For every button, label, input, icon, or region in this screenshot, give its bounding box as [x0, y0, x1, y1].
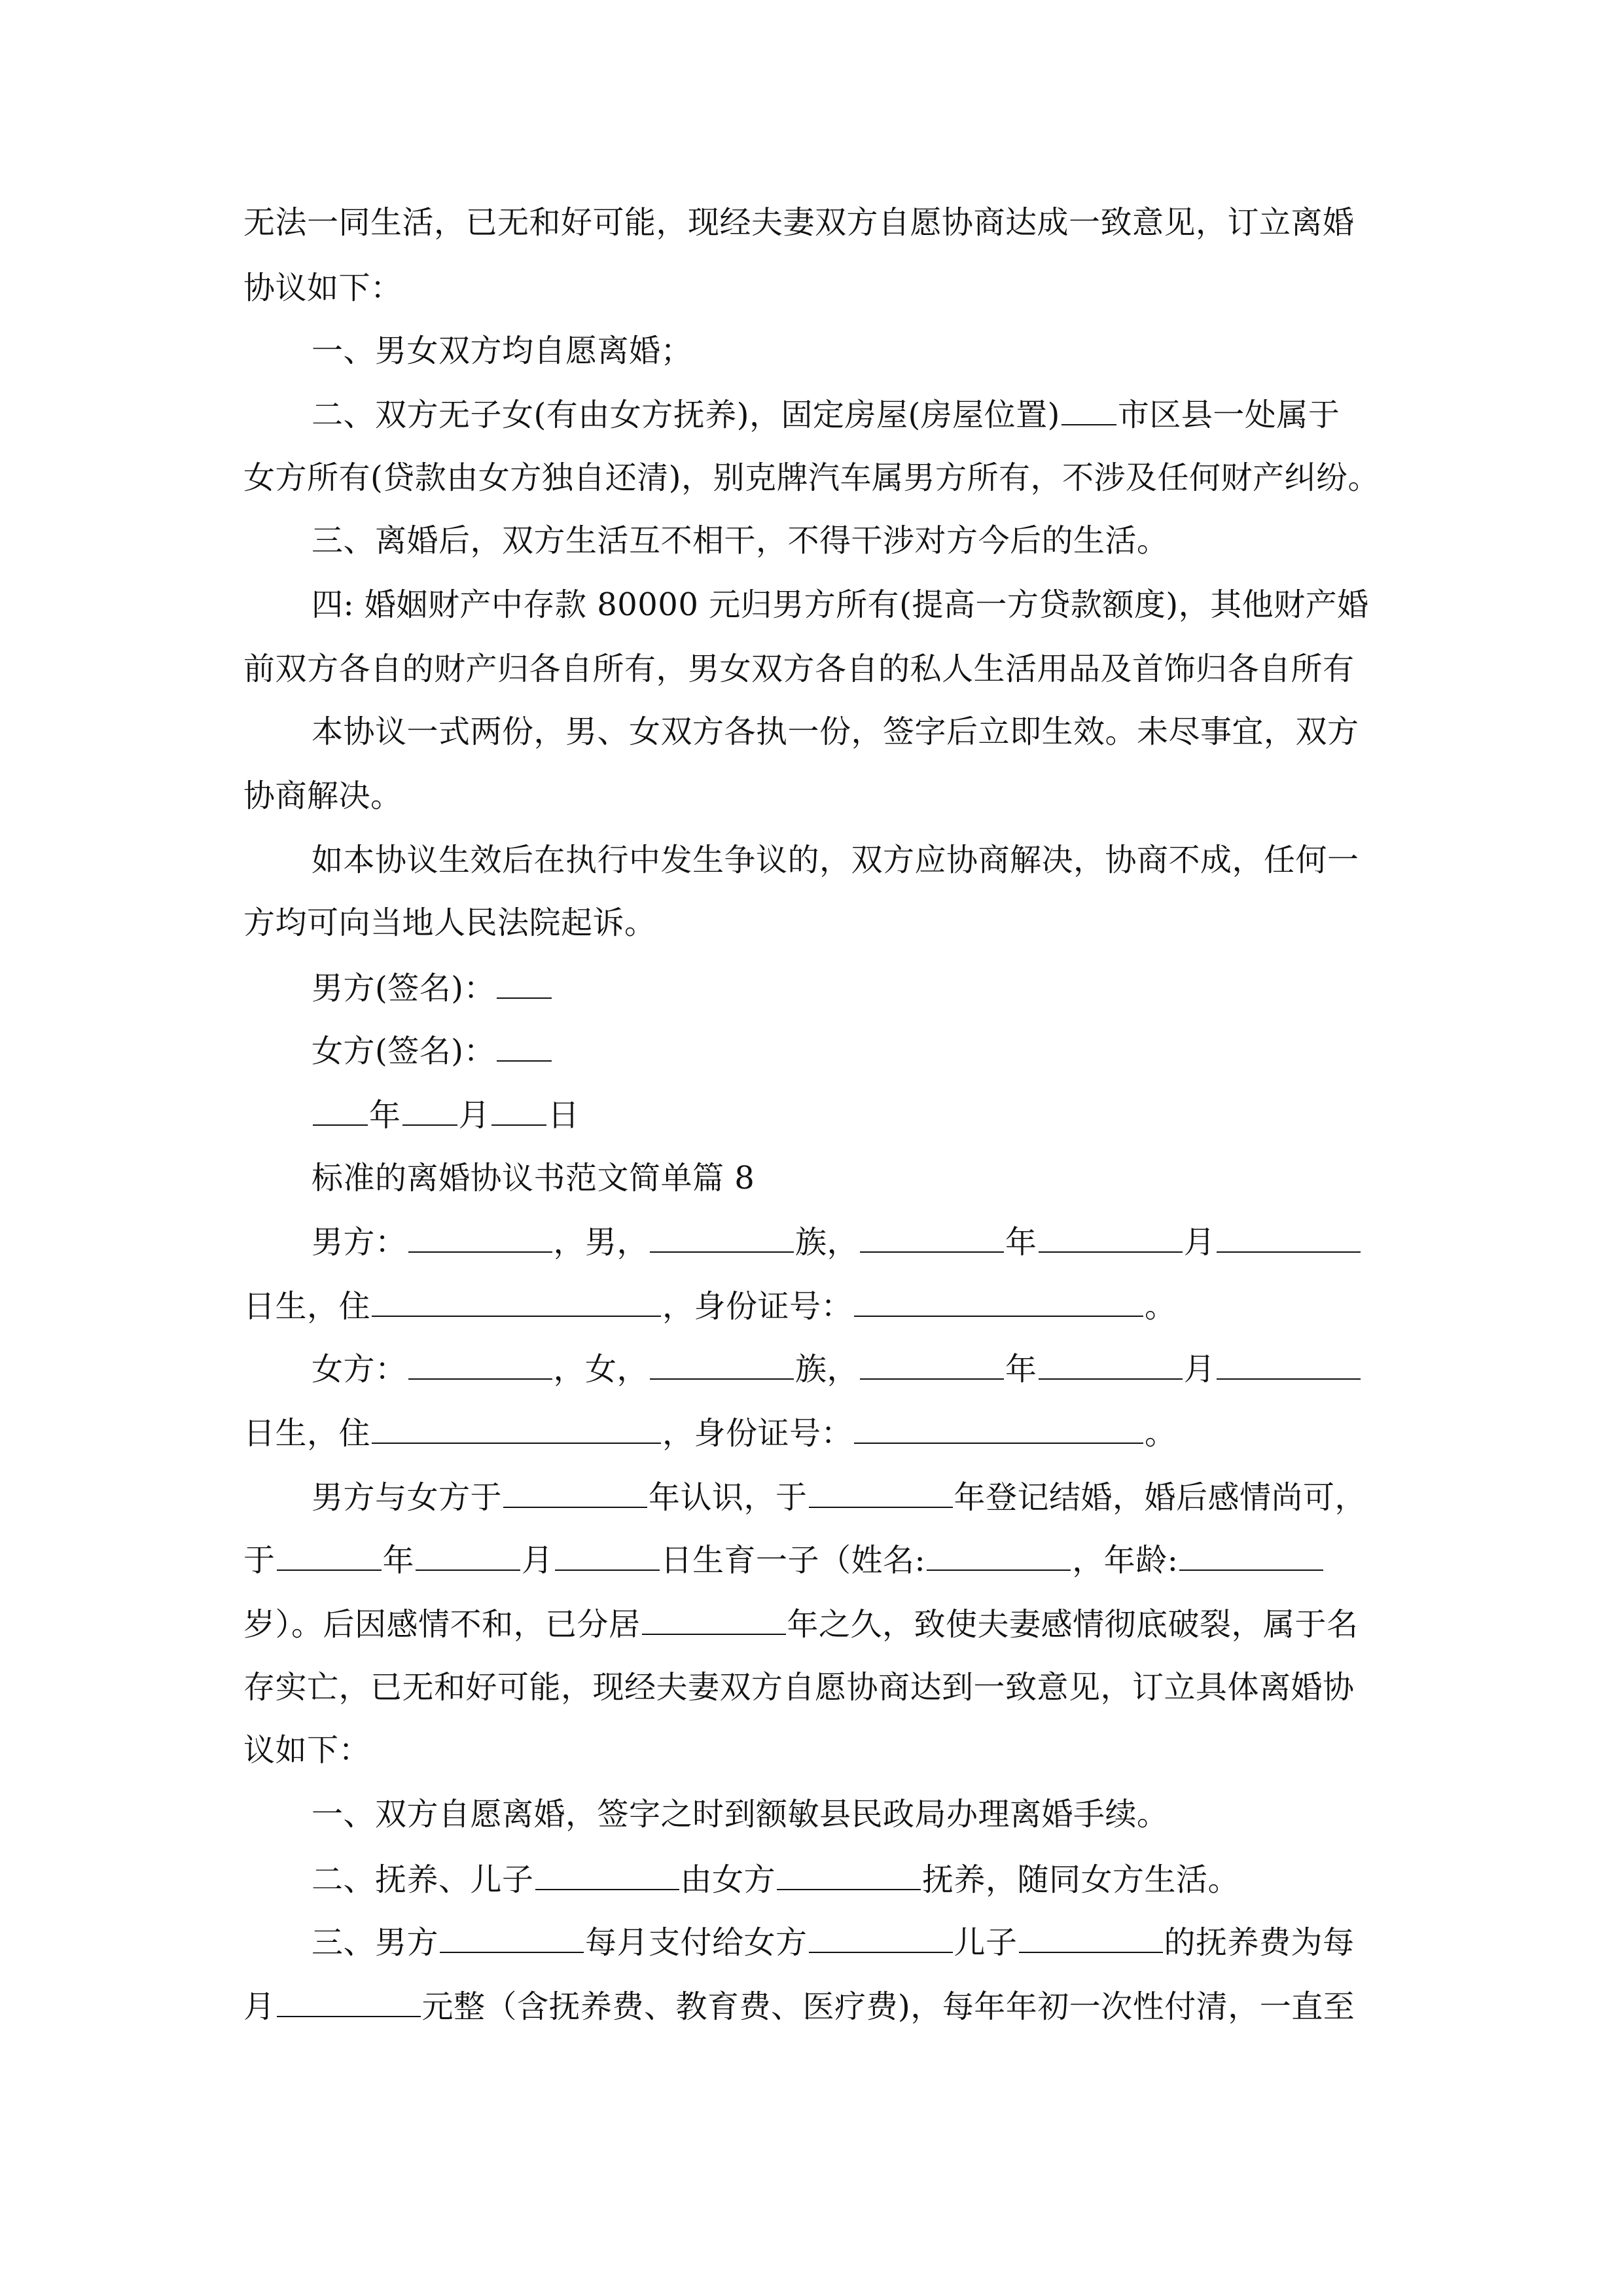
text-segment: 日	[548, 1097, 580, 1134]
married-year-blank[interactable]	[809, 1470, 953, 1508]
ethnicity-blank[interactable]	[650, 1215, 794, 1253]
paragraph-line	[243, 1979, 1355, 2032]
paragraph-line	[243, 1661, 1355, 1713]
birth-month-blank[interactable]	[416, 1533, 520, 1571]
text-segment: 女方(签名)：	[312, 1033, 495, 1069]
text-segment: 年	[369, 1097, 401, 1134]
text-segment: 月	[243, 1988, 276, 2025]
paragraph-line	[312, 579, 1369, 631]
text-segment: ，年龄:	[1072, 1542, 1179, 1579]
text-segment: 每月支付给女方	[585, 1924, 808, 1961]
text-segment: 市区县一处属于	[1117, 397, 1340, 433]
text-segment: 一、男女双方均自愿离婚；	[312, 332, 693, 369]
male-address-line	[243, 1279, 1177, 1331]
text-segment: 年认识，于	[649, 1479, 808, 1516]
text-segment: ，男，	[553, 1224, 649, 1261]
section-title	[312, 1152, 755, 1204]
text-segment: 抚养，随同女方生活。	[922, 1861, 1240, 1898]
text-segment: 日生，住	[243, 1288, 371, 1325]
text-segment: 男方与女方于	[312, 1479, 503, 1516]
text-segment: 元整（含抚养费、教育费、医疗费)，每年年初一次性付清，一直至	[421, 1988, 1355, 2025]
text-segment: 二、抚养、儿子	[312, 1861, 534, 1898]
amount-blank[interactable]	[277, 1979, 421, 2017]
paragraph-line	[243, 897, 656, 949]
child-age-blank[interactable]	[1179, 1533, 1323, 1571]
text-segment: 三、男方	[312, 1924, 439, 1961]
text-segment: 协议如下：	[243, 270, 402, 306]
day-blank[interactable]	[491, 1088, 546, 1126]
text-segment: 四: 婚姻财产中存款 80000 元归男方所有(提高一方贷款额度)，其他财产婚	[312, 586, 1369, 623]
day-blank[interactable]	[1217, 1215, 1361, 1253]
text-segment: 月	[1183, 1351, 1216, 1388]
id-number-blank[interactable]	[854, 1406, 1143, 1444]
text-segment: 二、双方无子女(有由女方抚养)，固定房屋(房屋位置)	[312, 397, 1060, 433]
address-blank[interactable]	[372, 1406, 661, 1444]
text-segment: 如本协议生效后在执行中发生争议的，双方应协商解决，协商不成，任何一	[312, 842, 1359, 878]
day-blank[interactable]	[1217, 1342, 1361, 1380]
name-blank[interactable]	[408, 1342, 552, 1380]
text-segment: 年登记结婚，婚后感情尚可，	[954, 1479, 1367, 1516]
year-blank[interactable]	[313, 1088, 368, 1126]
text-segment: 月	[1183, 1224, 1216, 1261]
text-segment: 年之久，致使夫妻感情彻底破裂，属于名	[787, 1606, 1359, 1643]
name-blank[interactable]	[408, 1215, 552, 1253]
text-segment: 于	[243, 1542, 276, 1579]
text-segment: 三、离婚后，双方生活互不相干，不得干涉对方今后的生活。	[312, 522, 1169, 559]
paragraph-line	[312, 1852, 1240, 1905]
text-segment: ，身份证号：	[662, 1288, 853, 1325]
text-segment: 的抚养费为每	[1164, 1924, 1355, 1961]
son-name-blank[interactable]	[535, 1852, 679, 1890]
text-segment: 标准的离婚协议书范文简单篇 8	[312, 1160, 755, 1196]
child-name-blank[interactable]	[927, 1533, 1071, 1571]
address-blank[interactable]	[372, 1279, 661, 1317]
text-segment: ，身份证号：	[662, 1415, 853, 1452]
birth-day-blank[interactable]	[555, 1533, 660, 1571]
paragraph-line	[312, 387, 1340, 440]
paragraph-line	[243, 770, 402, 822]
paragraph-line	[312, 706, 1359, 758]
text-segment: 年	[1005, 1351, 1037, 1388]
year-blank[interactable]	[860, 1215, 1004, 1253]
text-segment: 女方所有(贷款由女方独自还清)，别克牌汽车属男方所有，不涉及任何财产纠纷。	[243, 459, 1380, 496]
text-segment: 月	[522, 1542, 554, 1579]
text-segment: 年	[382, 1542, 415, 1579]
payee-blank[interactable]	[809, 1915, 953, 1953]
text-segment: 族，	[795, 1224, 859, 1261]
text-segment: 女方：	[312, 1351, 407, 1388]
paragraph-line	[312, 325, 692, 377]
male-info-line	[312, 1215, 1362, 1267]
text-segment: 男方：	[312, 1224, 407, 1261]
text-segment: 儿子	[954, 1924, 1018, 1961]
text-segment: 年	[1005, 1224, 1037, 1261]
female-address-line	[243, 1406, 1177, 1458]
female-signature-line	[312, 1024, 553, 1076]
blank-field[interactable]	[1061, 387, 1116, 425]
date-line	[312, 1088, 580, 1140]
text-segment: 月	[458, 1097, 491, 1134]
paragraph-line	[312, 1915, 1355, 1967]
paragraph-line	[243, 1724, 370, 1776]
paragraph-line	[312, 1788, 1169, 1840]
text-segment: 男方(签名)：	[312, 970, 495, 1007]
paragraph-line	[243, 452, 1380, 504]
text-segment: ，女，	[553, 1351, 649, 1388]
ethnicity-blank[interactable]	[650, 1342, 794, 1380]
month-blank[interactable]	[1039, 1215, 1183, 1253]
paragraph-line	[312, 1470, 1366, 1522]
paragraph-line	[243, 196, 1355, 249]
month-blank[interactable]	[1039, 1342, 1183, 1380]
text-segment: 协商解决。	[243, 778, 402, 814]
text-segment: 族，	[795, 1351, 859, 1388]
text-segment: 方均可向当地人民法院起诉。	[243, 905, 656, 941]
signature-blank[interactable]	[497, 961, 552, 999]
signature-blank[interactable]	[497, 1024, 552, 1062]
payer-blank[interactable]	[440, 1915, 584, 1953]
month-blank[interactable]	[402, 1088, 457, 1126]
paragraph-line	[243, 1597, 1359, 1649]
id-number-blank[interactable]	[854, 1279, 1143, 1317]
paragraph-line	[243, 1533, 1325, 1585]
paragraph-line	[312, 514, 1169, 567]
text-segment: 日生育一子（姓名:	[660, 1542, 926, 1579]
text-segment: 。	[1145, 1415, 1177, 1452]
separation-years-blank[interactable]	[642, 1597, 786, 1635]
paragraph-line	[243, 262, 402, 314]
birth-year-blank[interactable]	[277, 1533, 382, 1571]
met-year-blank[interactable]	[503, 1470, 647, 1508]
guardian-blank[interactable]	[777, 1852, 921, 1890]
text-segment: 日生，住	[243, 1415, 371, 1452]
text-segment: 由女方	[680, 1861, 776, 1898]
male-signature-line	[312, 961, 553, 1013]
text-segment: 无法一同生活，已无和好可能，现经夫妻双方自愿协商达成一致意见，订立离婚	[243, 204, 1355, 241]
text-segment: 。	[1145, 1288, 1177, 1325]
year-blank[interactable]	[860, 1342, 1004, 1380]
text-segment: 存实亡，已无和好可能，现经夫妻双方自愿协商达到一致意见，订立具体离婚协	[243, 1669, 1355, 1706]
text-segment: 本协议一式两份，男、女双方各执一份，签字后立即生效。未尽事宜，双方	[312, 713, 1359, 750]
paragraph-line	[312, 834, 1359, 886]
text-segment: 前双方各自的财产归各自所有，男女双方各自的私人生活用品及首饰归各自所有	[243, 651, 1355, 687]
text-segment: 一、双方自愿离婚，签字之时到额敏县民政局办理离婚手续。	[312, 1796, 1169, 1833]
female-info-line	[312, 1342, 1362, 1394]
text-segment: 议如下：	[243, 1732, 371, 1768]
paragraph-line	[243, 643, 1355, 695]
child-blank[interactable]	[1019, 1915, 1163, 1953]
text-segment: 岁）。后因感情不和，已分居	[243, 1606, 641, 1643]
